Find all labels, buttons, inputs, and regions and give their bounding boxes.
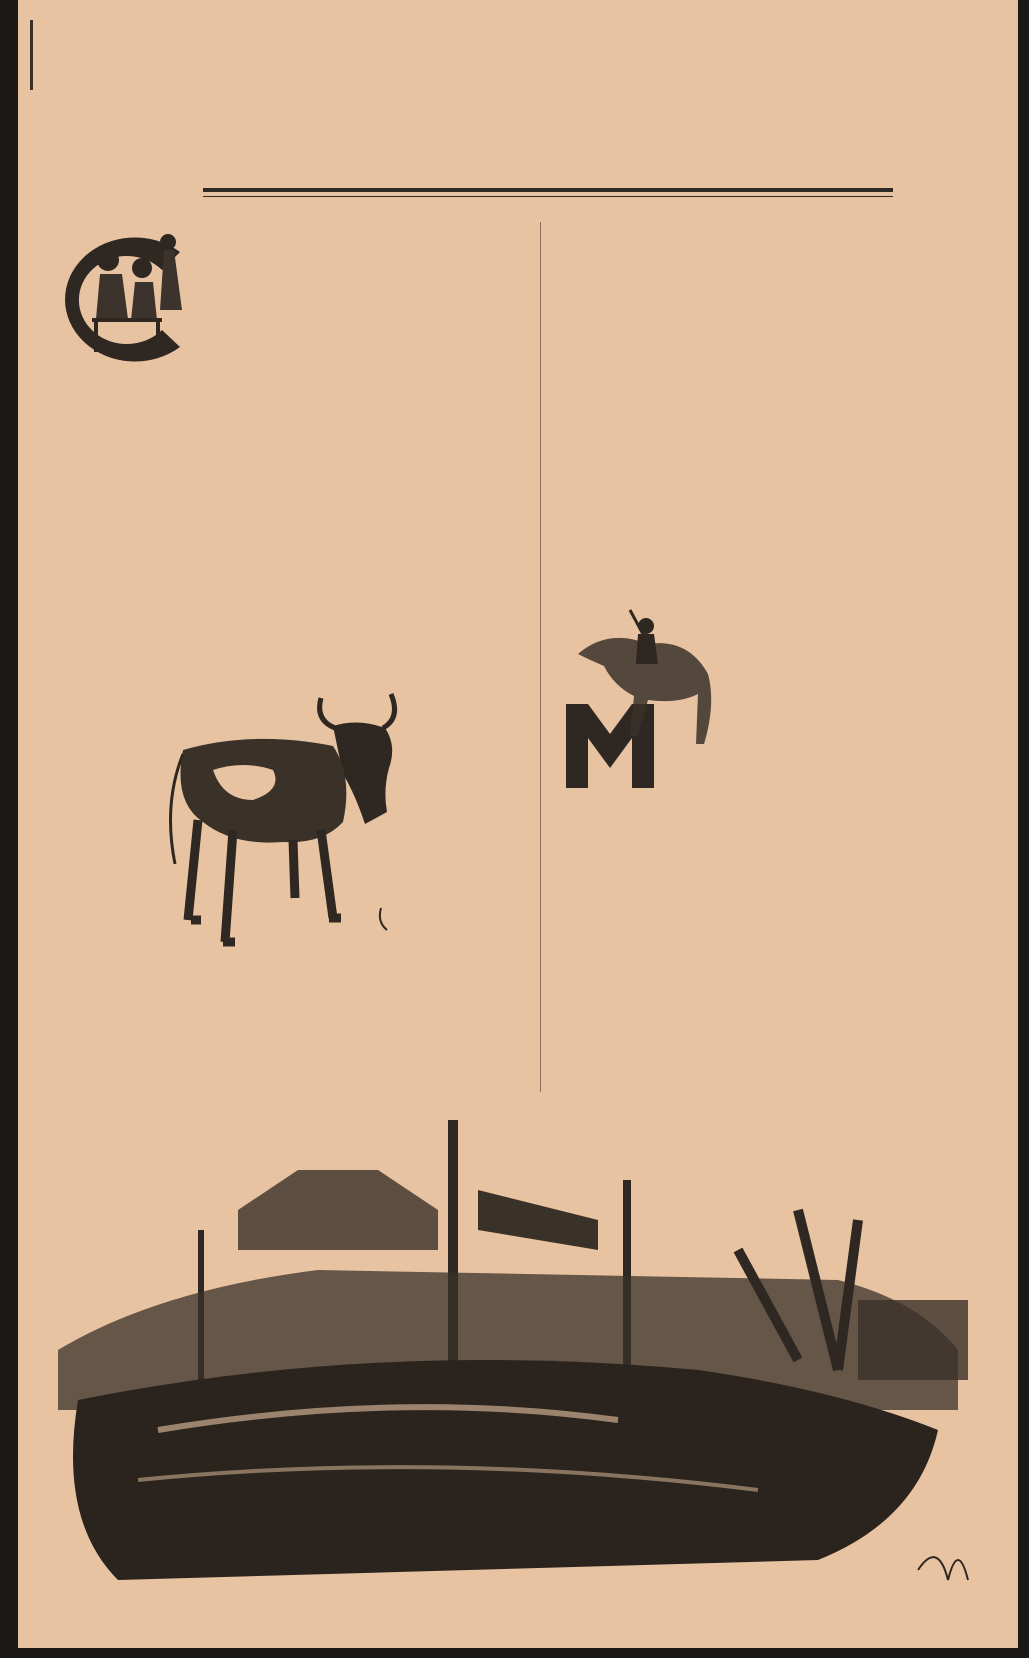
title-rule <box>203 188 893 192</box>
masthead <box>88 0 993 75</box>
column-divider <box>540 222 541 1092</box>
dropcap-m-horseman-illustration <box>558 608 726 790</box>
bull-illustration <box>143 690 433 980</box>
newspaper-page <box>18 0 1018 1648</box>
harbor-ship-illustration <box>38 1100 998 1640</box>
margin-rule <box>30 20 33 90</box>
title-rule-thin <box>203 196 893 197</box>
dropcap-c-illustration <box>30 222 200 372</box>
